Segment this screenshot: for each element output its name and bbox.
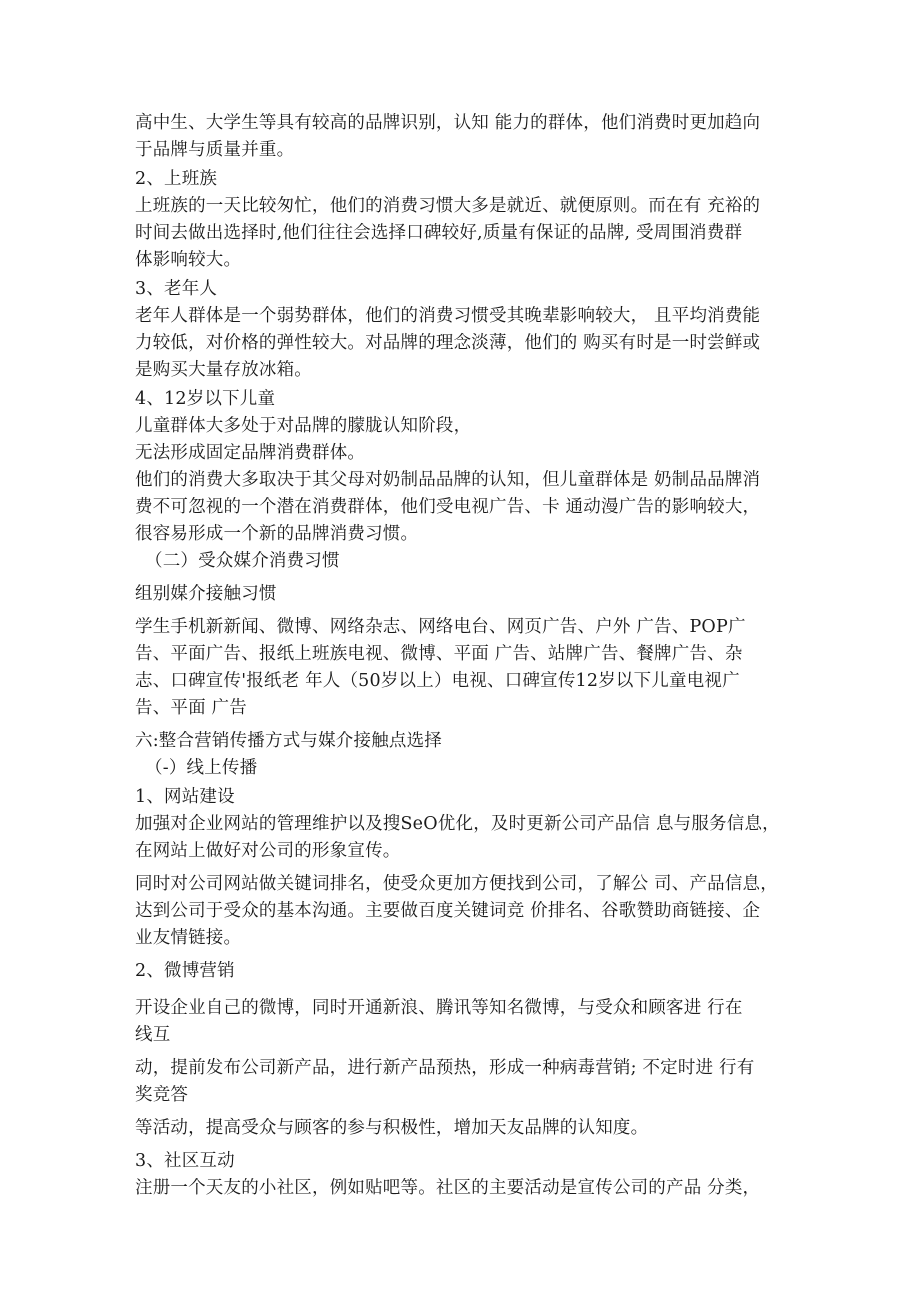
paragraph-website (135, 811, 795, 952)
paragraph-office-workers (135, 193, 795, 274)
text-line: 业友情链接。 (135, 928, 242, 948)
paragraph-students (135, 110, 795, 164)
paragraph-children (135, 413, 795, 548)
subsection-heading-media-habits: （二）受众媒介消费习惯 (145, 551, 340, 571)
chapter-heading-integrated-marketing: 六:整合营销传播方式与媒介接触点选择 (135, 731, 442, 751)
text-line: 费不可忽视的一个潜在消费群体，他们受电视广告、卡 通动漫广告的影响较大， (135, 497, 761, 517)
text-line: 线互 (135, 1025, 171, 1045)
text-line: 是购买大量存放冰箱。 (135, 360, 312, 380)
text-line: 注册一个天友的小社区，例如贴吧等。社区的主要活动是宣传公司的产品 分类， (135, 1178, 761, 1198)
section-heading-community: 3、社区互动 (135, 1151, 235, 1171)
text-line: 力较低，对价格的弹性较大。对品牌的理念淡薄，他们的 购买有时是一时尝鲜或 (135, 333, 761, 353)
text-line: 在网站上做好对公司的形象宣传。 (135, 841, 401, 861)
text-line: 志、口碑宣传'报纸老 年人（50岁以上）电视、口碑宣传12岁以下儿童电视广 (135, 671, 740, 691)
text-line: 高中生、大学生等具有较高的品牌识别，认知 能力的群体，他们消费时更加趋向 (135, 113, 761, 133)
text-line: 同时对公司网站做关键词排名，使受众更加方便找到公司，了解公 司、产品信息， (135, 874, 778, 894)
text-line: 无法形成固定品牌消费群体。 (135, 443, 366, 463)
text-line: 老年人群体是一个弱势群体，他们的消费习惯受其晚辈影响较大， 且平均消费能 (135, 306, 761, 326)
section-heading-elderly: 3、老年人 (135, 279, 218, 299)
media-table-content (135, 614, 795, 722)
text-line: 于品牌与质量并重。 (135, 140, 295, 160)
text-line: 学生手机新新闻、微博、网络杂志、网络电台、网页广告、户外 广告、POP广 (135, 617, 746, 637)
text-line: 儿童群体大多处于对品牌的朦胧认知阶段， (135, 416, 472, 436)
document-body (135, 110, 795, 1202)
paragraph-elderly (135, 303, 795, 384)
text-line: 告、平面广告、报纸上班族电视、微博、平面 广告、站牌广告、餐牌广告、杂 (135, 644, 743, 664)
text-line: 开设企业自己的微博，同时开通新浪、腾讯等知名微博，与受众和顾客进 行在 (135, 998, 743, 1018)
text-line: 他们的消费大多取决于其父母对奶制品品牌的认知，但儿童群体是 奶制品品牌消 (135, 470, 761, 490)
paragraph-community (135, 1175, 795, 1202)
text-line: 体影响较大。 (135, 250, 242, 270)
text-line: 等活动，提高受众与顾客的参与积极性，增加天友品牌的认知度。 (135, 1118, 649, 1138)
section-heading-weibo: 2、微博营销 (135, 961, 235, 981)
media-table-header: 组别媒介接触习惯 (135, 584, 277, 604)
text-line: 达到公司于受众的基本沟通。主要做百度关键词竞 价排名、谷歌赞助商链接、企 (135, 901, 761, 921)
text-line: 很容易形成一个新的品牌消费习惯。 (135, 524, 419, 544)
subsection-heading-online: （-）线上传播 (145, 758, 258, 778)
text-line: 告、平面 广告 (135, 698, 247, 718)
paragraph-weibo (135, 995, 795, 1142)
text-line: 上班族的一天比较匆忙，他们的消费习惯大多是就近、就便原则。而在有 充裕的 (135, 196, 761, 216)
text-line: 加强对企业网站的管理维护以及搜SeO优化，及时更新公司产品信 息与服务信息， (135, 814, 780, 834)
text-line: 动，提前发布公司新产品，进行新产品预热，形成一种病毒营销; 不定时进 行有 (135, 1058, 755, 1078)
section-heading-office-workers: 2、上班族 (135, 169, 218, 189)
text-line: 奖竞答 (135, 1085, 189, 1105)
section-heading-website: 1、网站建设 (135, 787, 235, 807)
section-heading-children: 4、12岁以下儿童 (135, 389, 276, 409)
text-line: 时间去做出选择时,他们往往会选择口碑较好,质量有保证的品牌, 受周围消费群 (135, 223, 743, 243)
